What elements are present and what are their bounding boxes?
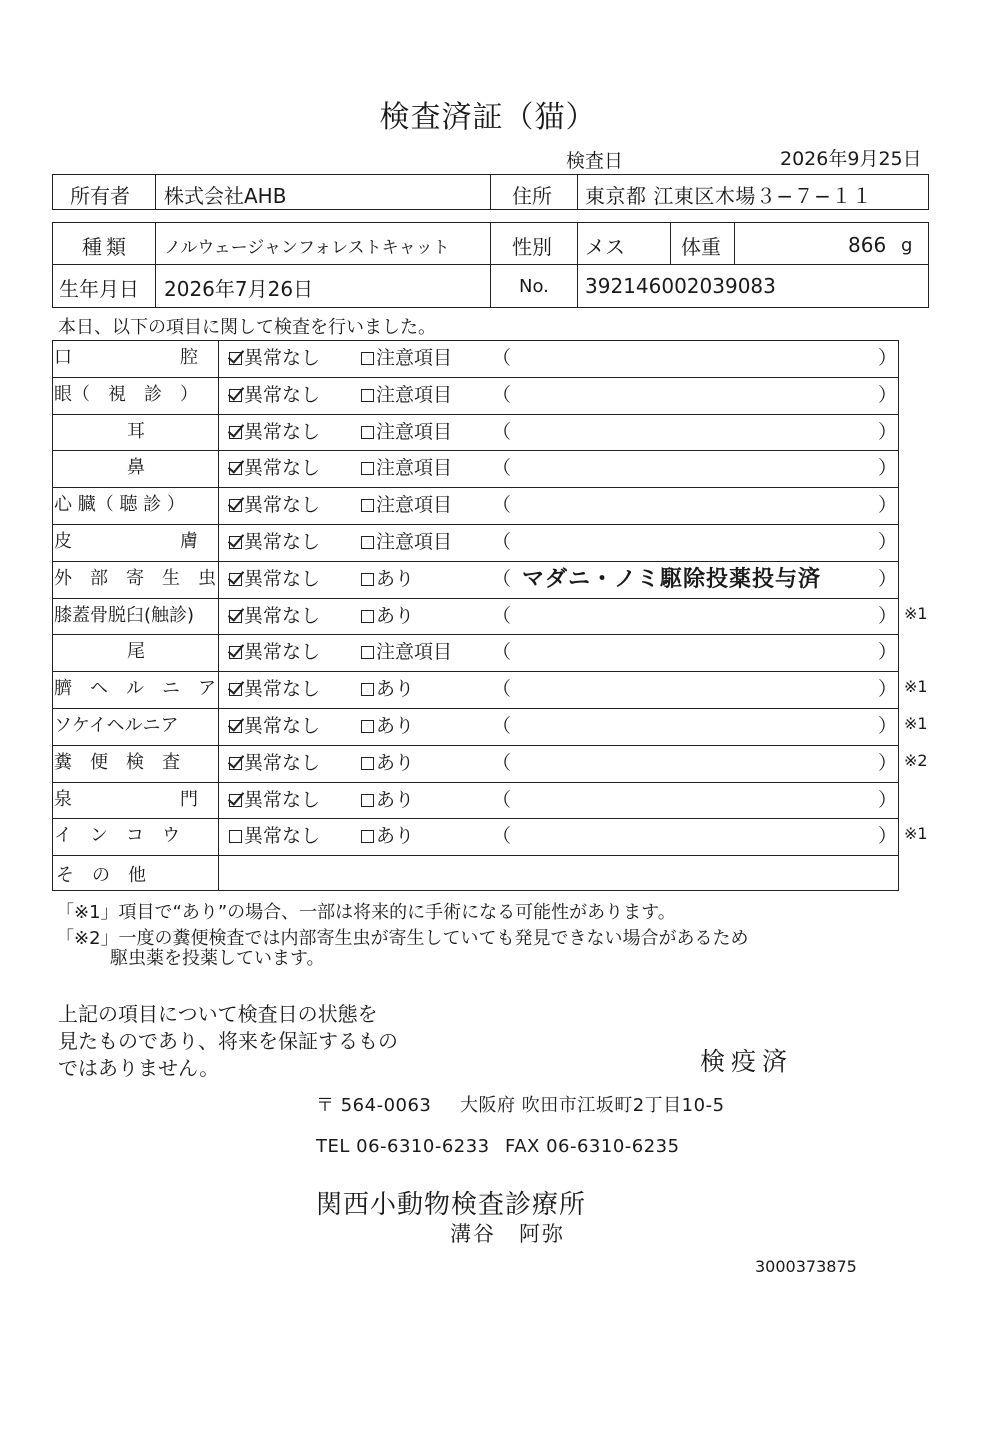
- paren-open: （: [492, 715, 512, 737]
- normal-option[interactable]: [229, 785, 320, 812]
- abnormal-option[interactable]: [361, 637, 452, 664]
- page-title: 検査済証（猫）: [379, 100, 597, 135]
- paren-open: （: [492, 604, 512, 627]
- checkbox-icon[interactable]: [361, 352, 374, 365]
- statement-line-3: ではありません。: [58, 1056, 220, 1080]
- clinic-name: 関西小動物検査診療所: [316, 1190, 587, 1220]
- abnormal-option[interactable]: [361, 711, 414, 738]
- checked-checkbox-icon[interactable]: [229, 646, 242, 659]
- checked-checkbox-icon[interactable]: [229, 462, 242, 475]
- exam-item-name: 糞 便 検 査: [54, 751, 180, 773]
- checked-checkbox-icon[interactable]: [229, 720, 242, 733]
- footnote-mark: ※1: [904, 824, 928, 844]
- exam-item-name: 鼻: [127, 457, 145, 479]
- exam-row: [52, 818, 928, 855]
- paren-open: （: [492, 751, 512, 774]
- serial-number: 3000373875: [755, 1257, 857, 1276]
- exam-date: 2026年9月25日: [780, 148, 922, 170]
- exam-item-name: 外 部 寄 生 虫: [54, 567, 216, 589]
- exam-row: [52, 487, 899, 524]
- clinic-tel: TEL 06-6310-6233: [316, 1136, 490, 1157]
- exam-item-name: 臍 ヘ ル ニ ア: [54, 678, 216, 700]
- footnote-2: 「※2」一度の糞便検査では内部寄生虫が寄生していても発見できない場合があるため: [56, 928, 749, 949]
- doctor-name: 溝谷 阿弥: [450, 1222, 565, 1246]
- exam-item-name: 眼（ 視 診 ）: [54, 383, 198, 405]
- normal-option[interactable]: [229, 490, 320, 517]
- paren-close: ）: [878, 347, 898, 369]
- paren-open: （: [492, 383, 512, 406]
- abnormal-option-label: あり: [376, 678, 415, 701]
- clinic-fax: FAX 06-6310-6235: [505, 1136, 680, 1157]
- exam-item-name: 尾: [127, 641, 145, 663]
- footnote-2-cont: 駆虫薬を投薬しています。: [110, 948, 325, 969]
- checkbox-icon[interactable]: [361, 646, 374, 659]
- footnote-1: 「※1」項目で“あり”の場合、一部は将来的に手術になる可能性があります。: [56, 902, 676, 923]
- checkbox-icon[interactable]: [361, 757, 374, 770]
- paren-open: （: [492, 347, 512, 369]
- exam-item-name: 心 臓（ 聴 診 ）: [54, 494, 185, 516]
- dob-value: 2026年7月26日: [164, 277, 314, 301]
- abnormal-option[interactable]: [361, 343, 452, 370]
- paren-close: ）: [878, 788, 898, 811]
- sex-value: メス: [585, 235, 625, 259]
- abnormal-option[interactable]: [361, 564, 414, 591]
- checkbox-icon[interactable]: [361, 794, 374, 807]
- abnormal-option-label: 注意項目: [376, 457, 453, 480]
- checked-checkbox-icon[interactable]: [229, 610, 242, 623]
- exam-row: [52, 708, 928, 745]
- paren-close: ）: [878, 715, 898, 737]
- paren-close: ）: [878, 751, 898, 774]
- paren-close: ）: [878, 420, 898, 443]
- checkbox-icon[interactable]: [361, 499, 374, 512]
- checked-checkbox-icon[interactable]: [229, 683, 242, 696]
- paren-open: （: [492, 678, 512, 701]
- normal-option[interactable]: [229, 711, 320, 738]
- postal-code: 〒 564-0063: [316, 1095, 432, 1116]
- checked-checkbox-icon[interactable]: [229, 536, 242, 549]
- weight-label: 体重: [681, 235, 721, 259]
- checkbox-icon[interactable]: [229, 830, 242, 843]
- normal-option-label: 異常なし: [244, 420, 321, 443]
- abnormal-option[interactable]: [361, 674, 414, 701]
- abnormal-option[interactable]: [361, 380, 452, 407]
- abnormal-option-label: あり: [376, 788, 415, 811]
- paren-close: ）: [878, 825, 898, 848]
- exam-row: [52, 524, 899, 561]
- footnote-mark: ※1: [904, 714, 928, 733]
- checked-checkbox-icon[interactable]: [229, 389, 242, 402]
- normal-option-label: 異常なし: [244, 678, 321, 701]
- normal-option-label: 異常なし: [244, 383, 321, 406]
- paren-close: ）: [878, 604, 898, 627]
- footnote-mark: ※2: [904, 750, 928, 770]
- normal-option[interactable]: [229, 674, 320, 701]
- no-label: No.: [519, 276, 549, 297]
- abnormal-option-label: 注意項目: [376, 641, 453, 664]
- paren-close: ）: [878, 567, 898, 590]
- normal-option[interactable]: [229, 527, 320, 554]
- footnote-mark: ※1: [904, 603, 928, 623]
- abnormal-option[interactable]: [361, 785, 414, 812]
- abnormal-option-label: 注意項目: [376, 347, 453, 369]
- checkbox-icon[interactable]: [361, 389, 374, 402]
- normal-option[interactable]: [229, 343, 320, 370]
- abnormal-option[interactable]: [361, 453, 452, 480]
- paren-open: （: [492, 420, 512, 443]
- clinic-address: 大阪府 吹田市江坂町2丁目10-5: [460, 1095, 725, 1116]
- exam-row: [52, 671, 928, 708]
- checkbox-icon[interactable]: [361, 426, 374, 439]
- normal-option[interactable]: [229, 821, 320, 848]
- weight-value: 866: [848, 233, 887, 257]
- breed-label: 種類: [82, 235, 130, 259]
- weight-unit: g: [901, 235, 913, 256]
- paren-close: ）: [878, 383, 898, 406]
- owner-label: 所有者: [70, 184, 130, 208]
- exam-item-name: 皮 膚: [54, 531, 198, 552]
- exam-row: [52, 561, 899, 598]
- checkbox-icon[interactable]: [361, 536, 374, 549]
- paren-close: ）: [878, 494, 898, 517]
- paren-close: ）: [878, 457, 898, 480]
- exam-item-name: 泉 門: [54, 788, 198, 810]
- checked-checkbox-icon[interactable]: [229, 757, 242, 770]
- normal-option[interactable]: [229, 637, 320, 664]
- exam-row: [52, 782, 899, 819]
- abnormal-option-label: あり: [376, 567, 415, 590]
- abnormal-option-label: あり: [376, 604, 415, 627]
- abnormal-option[interactable]: [361, 748, 414, 775]
- exam-item-name: 膝蓋骨脱臼(触診): [54, 604, 195, 626]
- paren-open: （: [492, 457, 512, 480]
- checkbox-icon[interactable]: [361, 462, 374, 475]
- paren-open: （: [492, 825, 512, 848]
- normal-option-label: 異常なし: [244, 751, 321, 774]
- exam-date-label: 検査日: [566, 150, 624, 172]
- abnormal-option-label: 注意項目: [376, 383, 453, 406]
- abnormal-option-label: あり: [376, 715, 415, 737]
- paren-open: （: [492, 531, 512, 553]
- checked-checkbox-icon[interactable]: [229, 794, 242, 807]
- normal-option-label: 異常なし: [244, 788, 321, 811]
- exam-row: [52, 377, 899, 414]
- exam-row: [52, 634, 899, 671]
- normal-option[interactable]: [229, 748, 320, 775]
- normal-option-label: 異常なし: [244, 567, 321, 590]
- sex-label: 性別: [512, 235, 552, 259]
- exam-row: [52, 340, 899, 377]
- exam-item-name: イ ン コ ウ: [54, 825, 180, 847]
- paren-close: ）: [878, 678, 898, 701]
- normal-option-label: 異常なし: [244, 825, 321, 848]
- abnormal-option[interactable]: [361, 527, 452, 554]
- checked-checkbox-icon[interactable]: [229, 352, 242, 365]
- normal-option-label: 異常なし: [244, 347, 321, 369]
- normal-option-label: 異常なし: [244, 715, 321, 737]
- exam-row: [52, 414, 899, 451]
- other-label: そ の 他: [56, 865, 146, 886]
- exam-item-name: 耳: [127, 420, 145, 442]
- checkbox-icon[interactable]: [361, 720, 374, 733]
- intro-text: 本日、以下の項目に関して検査を行いました。: [58, 317, 436, 338]
- normal-option-label: 異常なし: [244, 531, 321, 553]
- dob-label: 生年月日: [59, 277, 139, 301]
- normal-option-label: 異常なし: [244, 604, 321, 627]
- no-value: 392146002039083: [585, 274, 776, 298]
- normal-option[interactable]: [229, 564, 320, 591]
- statement-line-2: 見たものであり、将来を保証するもの: [58, 1029, 398, 1053]
- paren-close: ）: [878, 641, 898, 664]
- abnormal-option-label: 注意項目: [376, 531, 453, 553]
- footnote-mark: ※1: [904, 677, 928, 697]
- exam-row: [52, 745, 928, 782]
- normal-option-label: 異常なし: [244, 457, 321, 480]
- owner-value: 株式会社AHB: [164, 184, 287, 208]
- checkbox-icon[interactable]: [361, 610, 374, 623]
- checked-checkbox-icon[interactable]: [229, 573, 242, 586]
- abnormal-option-label: 注意項目: [376, 420, 453, 443]
- paren-open: （: [492, 788, 512, 811]
- normal-option[interactable]: [229, 601, 320, 628]
- exam-note: マダニ・ノミ駆除投薬投与済: [522, 566, 822, 592]
- paren-open: （: [492, 567, 512, 590]
- normal-option-label: 異常なし: [244, 641, 321, 664]
- abnormal-option-label: あり: [376, 825, 415, 848]
- abnormal-option[interactable]: [361, 417, 452, 444]
- abnormal-option-label: 注意項目: [376, 494, 453, 517]
- paren-open: （: [492, 641, 512, 664]
- checkbox-icon[interactable]: [361, 683, 374, 696]
- address-value: 東京都 江東区木場３−７−１１: [585, 184, 873, 208]
- checkbox-icon[interactable]: [361, 573, 374, 586]
- exam-row: [52, 450, 899, 487]
- abnormal-option[interactable]: [361, 490, 452, 517]
- normal-option-label: 異常なし: [244, 494, 321, 517]
- exam-item-name: 口 腔: [54, 347, 198, 368]
- checked-checkbox-icon[interactable]: [229, 499, 242, 512]
- statement-line-1: 上記の項目について検査日の状態を: [58, 1002, 378, 1026]
- exam-row: [52, 598, 928, 635]
- checked-checkbox-icon[interactable]: [229, 426, 242, 439]
- inspected-stamp: 検疫済: [700, 1047, 794, 1076]
- breed-value: ノルウェージャンフォレストキャット: [164, 238, 450, 258]
- checkbox-icon[interactable]: [361, 830, 374, 843]
- paren-close: ）: [878, 531, 898, 553]
- paren-open: （: [492, 494, 512, 517]
- exam-item-name: ソケイヘルニア: [54, 715, 179, 736]
- normal-option[interactable]: [229, 453, 320, 480]
- abnormal-option[interactable]: [361, 821, 414, 848]
- abnormal-option[interactable]: [361, 601, 414, 628]
- normal-option[interactable]: [229, 417, 320, 444]
- abnormal-option-label: あり: [376, 751, 415, 774]
- normal-option[interactable]: [229, 380, 320, 407]
- address-label: 住所: [512, 184, 552, 208]
